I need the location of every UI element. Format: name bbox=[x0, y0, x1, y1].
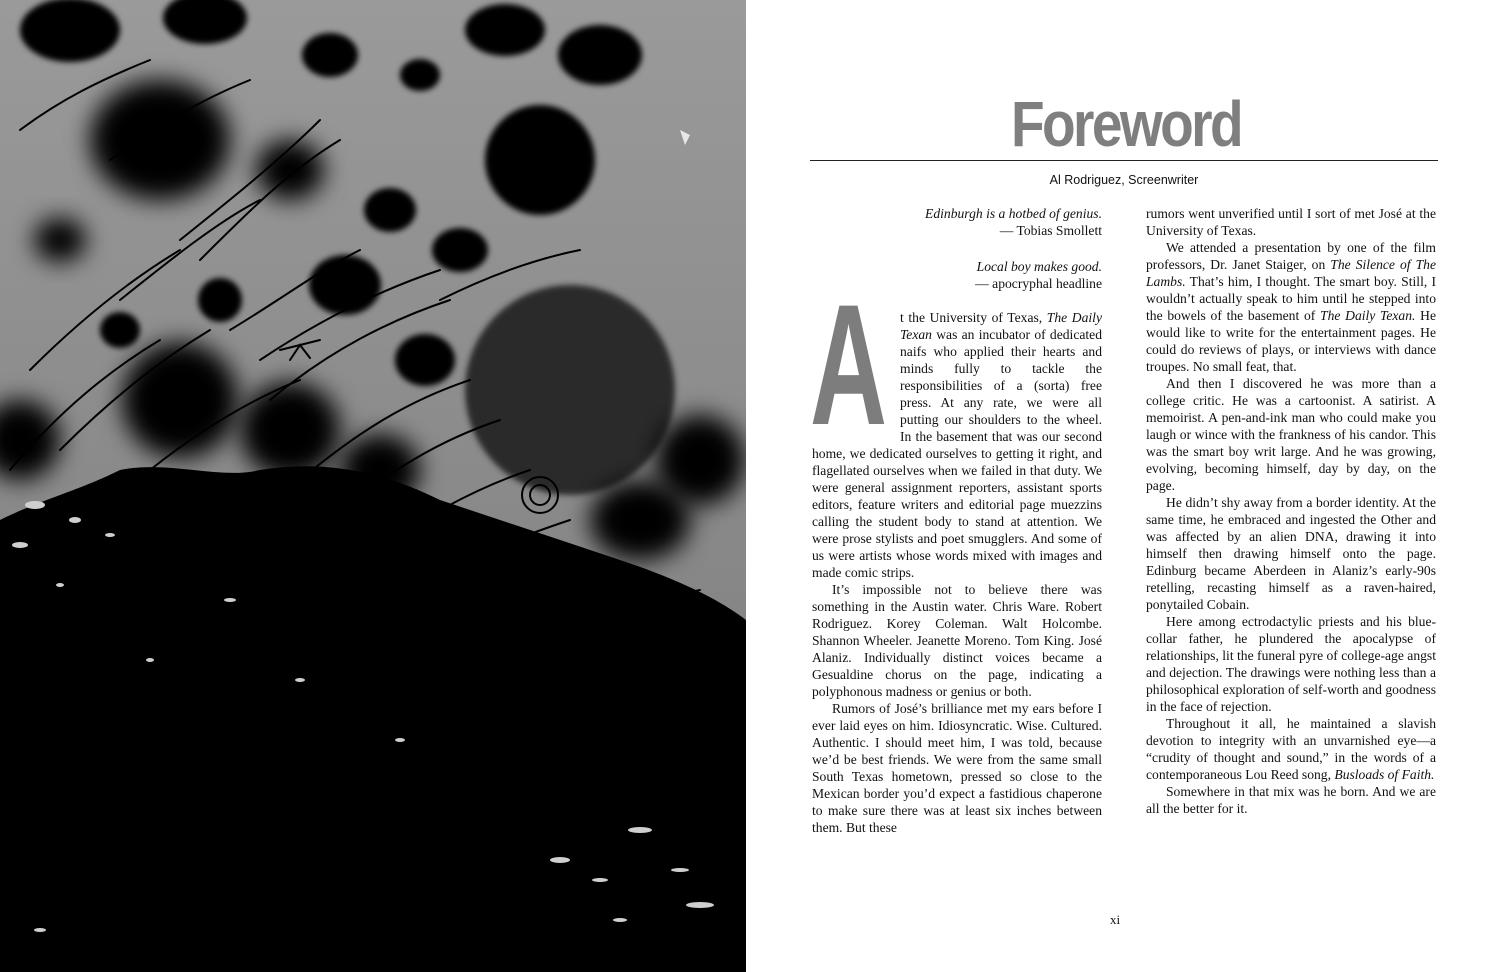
page-number: xi bbox=[1110, 912, 1121, 927]
epigraph bbox=[812, 205, 1102, 239]
paragraph: Somewhere in that mix was he born. And we are all the better for it. bbox=[1146, 784, 1436, 816]
text-run-italic: The Daily Texan bbox=[900, 310, 1102, 342]
text-run-italic: The Daily Texan. bbox=[1320, 308, 1416, 323]
byline: Al Rodriguez, Screenwriter bbox=[1049, 173, 1199, 187]
epigraph-quote: Edinburgh is a hotbed of genius. bbox=[925, 206, 1102, 221]
text-column-left bbox=[812, 205, 1102, 836]
paragraph-continued: rumors went unverified until I sort of met José at the University of Texas. bbox=[1146, 206, 1436, 238]
text-column-right bbox=[1146, 205, 1436, 817]
paragraph bbox=[1146, 715, 1436, 783]
paragraph bbox=[1146, 239, 1436, 375]
text-page bbox=[746, 0, 1500, 972]
epigraph-attribution: — apocryphal headline bbox=[975, 276, 1102, 291]
text-run-italic: Busloads of Faith. bbox=[1334, 767, 1435, 782]
text-run: We attended a presentation by one of the film professors, Dr. Janet Staiger, on bbox=[1146, 240, 1436, 272]
epigraph-quote: Local boy makes good. bbox=[976, 259, 1102, 274]
text-run-italic: The Silence of The Lambs. bbox=[1146, 257, 1436, 289]
paragraph: It’s impossible not to believe there was something in the Austin water. Chris Ware. Robert Rodriguez. Korey Coleman. Walt Holcombe. Shannon Wheeler. Jeanette Moreno. Tom King. José Alaniz. Individually distinct voices became a Gesualdine chorus on the page, indicating a polyphonous madness or genius or both. bbox=[812, 582, 1102, 699]
drop-cap: A bbox=[810, 269, 888, 461]
text-run: was an incubator of dedicated naifs who applied their hearts and minds fully to tackle the responsibilities of a (sorta) free press. At any rate, we were all putting our shoulders to the wheel. In the basement that was our second home, we dedicated ourselves to getting it right, and flagellated ourselves when we failed in that duty. We were general assignment reporters, assistant sports editors, feature writers and editorial page muezzins calling the student body to stand at attention. We were prose stylists and poet smugglers. And some of us were artists whose words mixed with images and made comic strips. bbox=[812, 327, 1102, 580]
text-run: That’s him, I thought. The smart boy. Still, I wouldn’t actually speak to him until he stepped into the bowels of the basement of bbox=[1146, 274, 1436, 323]
page-title: Foreword bbox=[1010, 88, 1242, 160]
text-run: Throughout it all, he maintained a slavish devotion to integrity with an unvarnished eye—a “crudity of thought and sound,” in the words of a contemporaneous Lou Reed song, bbox=[1146, 716, 1436, 782]
paragraph: And then I discovered he was more than a college critic. He was a cartoonist. A satirist. A memoirist. A pen-and-ink man who could make you laugh or wince with the frankness of his candor. This was the smart boy writ large. And he was growing, evolving, becoming himself, day by day, on the page. bbox=[1146, 376, 1436, 493]
title-rule bbox=[810, 160, 1438, 161]
text-run: He would like to write for the entertainment pages. He could do reviews of plays, or interviews with dance troupes. No small feat, that. bbox=[1146, 308, 1436, 374]
epigraph-attribution: — Tobias Smollett bbox=[999, 223, 1102, 238]
paragraph: Here among ectrodactylic priests and his blue-collar father, he plundered the apocalypse of relationships, lit the funeral pyre of college-age angst and dejection. The drawings were nothing less than a philosophical exploration of self-worth and goodness in the face of rejection. bbox=[1146, 614, 1436, 714]
text-run: t the University of Texas, bbox=[900, 310, 1047, 325]
ink-blot-illustration bbox=[0, 0, 746, 972]
paragraph: Rumors of José’s brilliance met my ears before I ever laid eyes on him. Idiosyncratic. Wise. Cultured. Authentic. I should meet him, I was told, because we’d be best friends. We were from the same small South Texas hometown, pressed so close to the Mexican border you’d expect a fastidious chaperone to make sure there was at least six inches between them. But these bbox=[812, 701, 1102, 835]
abstract-ink-artwork bbox=[0, 0, 746, 972]
paragraph: He didn’t shy away from a border identity. At the same time, he embraced and ingested the Other and was affected by an alien DNA, drawing it into himself then drawing himself onto the page. Edinburg became Aberdeen in Alaniz’s early-90s retelling, recasting himself as a raven-haired, ponytailed Cobain. bbox=[1146, 495, 1436, 612]
